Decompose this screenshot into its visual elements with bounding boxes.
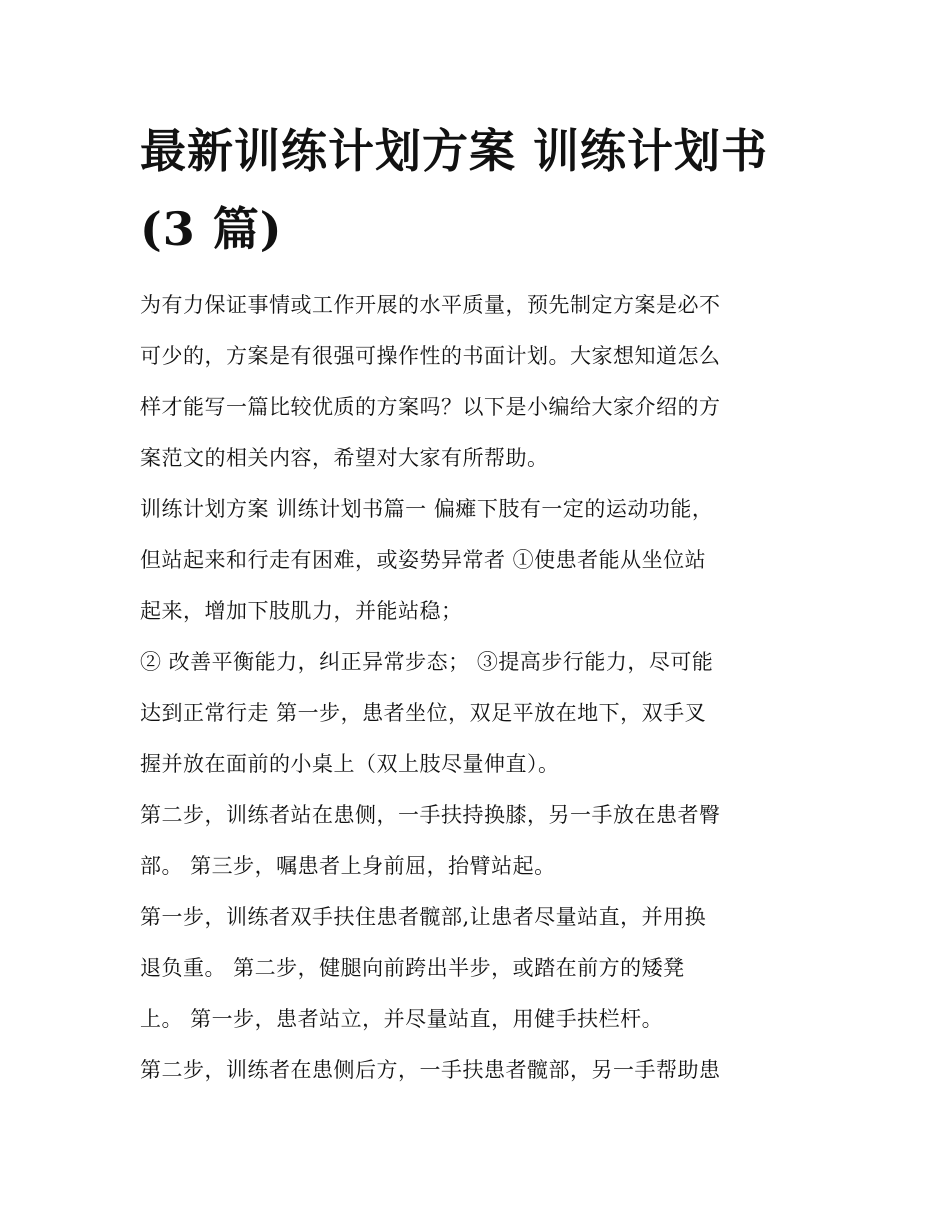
body-line-7: 起来，增加下肢肌力，并能站稳；	[140, 599, 463, 623]
body-line-6: 但站起来和行走有困难，或姿势异常者 ①使患者能从坐位站	[140, 548, 707, 572]
body-line-12: 部。 第三步，嘱患者上身前屈，抬臂站起。	[140, 854, 556, 878]
body-line-9: 达到正常行走 第一步，患者坐位，双足平放在地下，双手叉	[140, 701, 707, 725]
title-line-1: 最新训练计划方案 训练计划书	[140, 124, 769, 178]
body-line-11: 第二步，训练者站在患侧，一手扶持换膝，另一手放在患者臀	[140, 803, 721, 827]
title-line-2: (3 篇)	[140, 202, 283, 256]
body-line-10: 握并放在面前的小桌上（双上肢尽量伸直）。	[140, 752, 560, 776]
body-line-13: 第一步，训练者双手扶住患者髋部,让患者尽量站直，并用换	[140, 905, 707, 929]
body-line-4: 案范文的相关内容，希望对大家有所帮助。	[140, 446, 549, 470]
body-line-15: 上。 第一步，患者站立，并尽量站直，用健手扶栏杆。	[140, 1007, 664, 1031]
body-line-8: ② 改善平衡能力，纠正异常步态； ③提高步行能力，尽可能	[140, 650, 714, 674]
body-line-1: 为有力保证事情或工作开展的水平质量，预先制定方案是必不	[140, 293, 721, 317]
document-page	[140, 112, 815, 1096]
body-line-16: 第二步，训练者在患侧后方，一手扶患者髋部，另一手帮助患	[140, 1058, 721, 1082]
body-line-3: 样才能写一篇比较优质的方案吗？以下是小编给大家介绍的方	[140, 395, 721, 419]
body-line-5: 训练计划方案 训练计划书篇一 偏瘫下肢有一定的运动功能，	[140, 497, 714, 521]
body-line-14: 退负重。 第二步，健腿向前跨出半步，或踏在前方的矮凳	[140, 956, 685, 980]
document-body	[140, 280, 815, 1096]
body-line-2: 可少的，方案是有很强可操作性的书面计划。大家想知道怎么	[140, 344, 721, 368]
document-title	[140, 112, 815, 268]
